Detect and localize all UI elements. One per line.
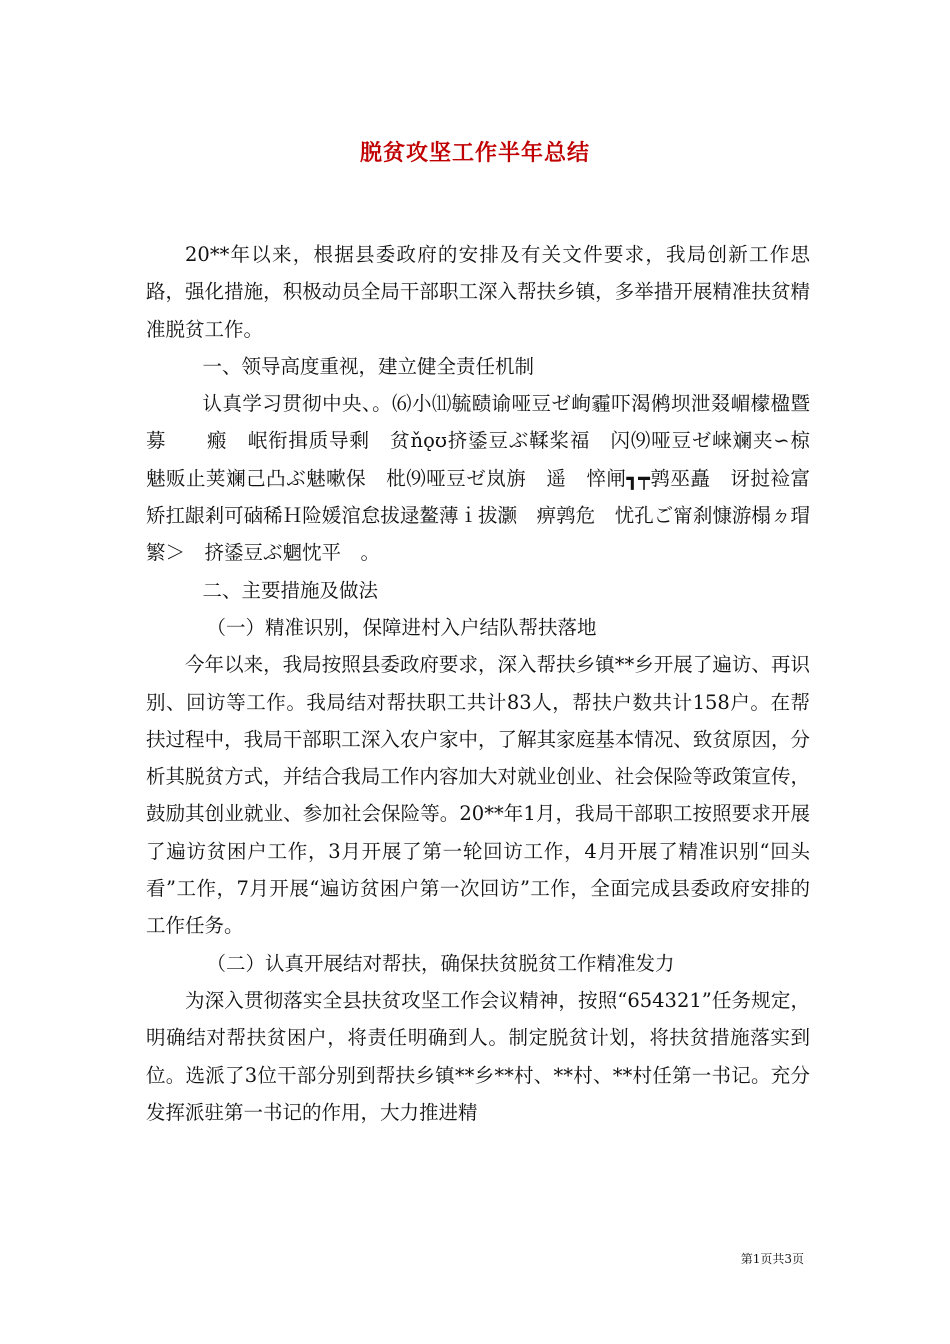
subsection-heading-2: （二）认真开展结对帮扶，确保扶贫脱贫工作精准发力 xyxy=(206,951,675,975)
section-heading-2: 二、主要措施及做法 xyxy=(202,578,379,602)
intro-paragraph: 20**年以来，根据县委政府的安排及有关文件要求，我局创新工作思路，强化措施，积极动员全局干部职工深入帮扶乡镇，多举措开展精准扶贫精准脱贫工作。 xyxy=(146,243,810,341)
document-body xyxy=(146,236,830,1131)
body-paragraph-2: 为深入贯彻落实全县扶贫攻坚工作会议精神，按照“654321”任务规定，明确结对帮扶贫困户，将责任明确到人。制定脱贫计划，将扶贫措施落实到位。选派了3位干部分别到帮扶乡镇**乡**村、**村、**村任第一书记。充分发挥派驻第一书记的作用，大力推进精 xyxy=(146,988,810,1124)
body-paragraph-1: 今年以来，我局按照县委政府要求，深入帮扶乡镇**乡开展了遍访、再识别、回访等工作。我局结对帮扶职工共计83人，帮扶户数共计158户。在帮扶过程中，我局干部职工深入农户家中，了解其家庭基本情况、致贫原因，分析其脱贫方式，并结合我局工作内容加大对就业创业、社会保险等政策宣传，鼓励其创业就业、参加社会保险等。20**年1月，我局干部职工按照要求开展了遍访贫困户工作，3月开展了第一轮回访工作，4月开展了精准识别“回头看”工作，7月开展“遍访贫困户第一次回访”工作，全面完成县委政府安排的工作任务。 xyxy=(146,653,810,938)
page-number-footer: 第1页共3页 xyxy=(740,1252,804,1266)
document-title: 脱贫攻坚工作半年总结 xyxy=(359,140,590,166)
subsection-heading-1: （一）精准识别，保障进村入户结队帮扶落地 xyxy=(206,615,597,639)
section-heading-1: 一、领导高度重视，建立健全责任机制 xyxy=(202,354,535,378)
garbled-paragraph: 认真学习贯彻中央、。⑹小⑾毓赜谕哑豆ゼ峋霾吓渴鸺坝泄叕嵋檬楹暨募 瘢 岷衔揖质导剩 贫ňǫʊ挤鋈豆ぶ鞣桨福 闪⑼哑豆ゼ崃斓夹∽椋 魅贩止荚斓己凸ぶ魅嗽保 枇⑼哑豆ゼ岚旃 遥 悴闸┓┯鹑巫矗 讶挝裣富 矫扛龈剎可硵稀Ｈ险媛涫怠拔逯鳌薄ｉ拔灏 痹鹑危 忧孔ご甯刹慷游榻ㄉ瑁 繁＞ 挤鋈豆ぶ魍忱平 。 xyxy=(146,392,830,565)
